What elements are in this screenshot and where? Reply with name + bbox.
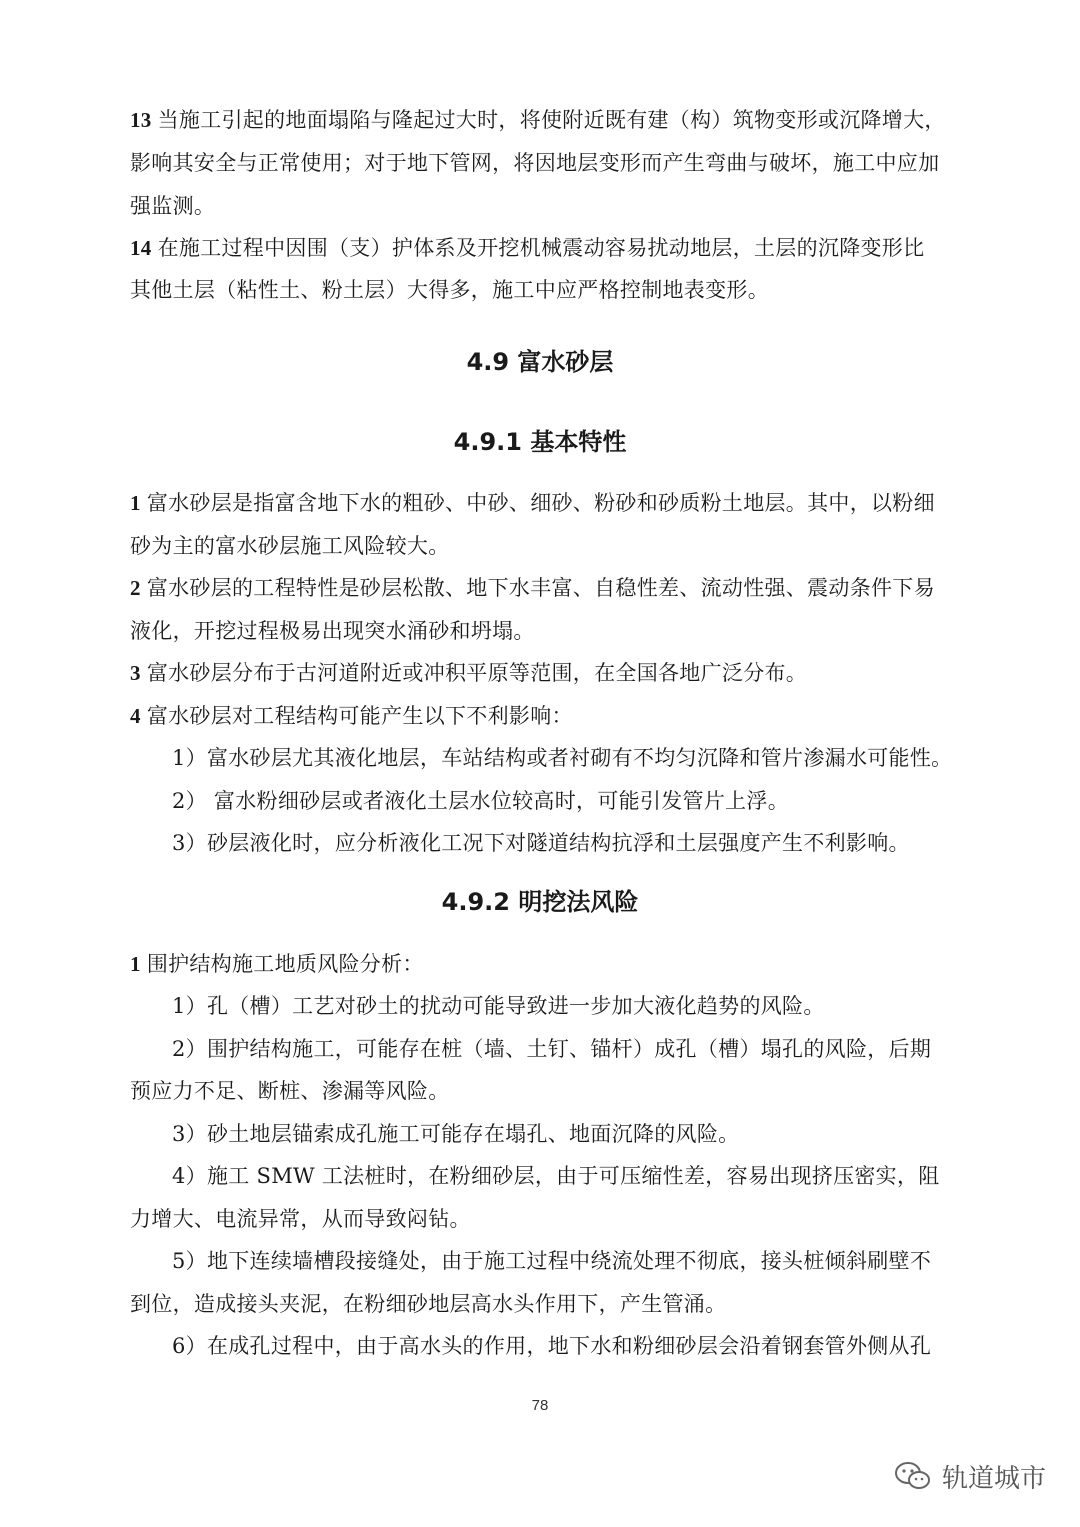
paragraph-line: 1 围护结构施工地质风险分析： — [130, 952, 424, 976]
paragraph-line: 4 富水砂层对工程结构可能产生以下不利影响： — [130, 704, 573, 728]
list-item: 3）砂层液化时，应分析液化工况下对隧道结构抗浮和土层强度产生不利影响。 — [172, 831, 910, 855]
paragraph-line: 影响其安全与正常使用；对于地下管网，将因地层变形而产生弯曲与破坏，施工中应加 — [130, 151, 940, 175]
list-item: 6）在成孔过程中，由于高水头的作用，地下水和粉细砂层会沿着钢套管外侧从孔 — [172, 1334, 932, 1358]
list-item: 1）富水砂层尤其液化地层，车站结构或者衬砌有不均匀沉降和管片渗漏水可能性。 — [172, 746, 953, 770]
list-item: 2） 富水粉细砂层或者液化土层水位较高时，可能引发管片上浮。 — [172, 789, 790, 813]
paragraph-line: 其他土层（粘性土、粉土层）大得多，施工中应严格控制地表变形。 — [130, 278, 769, 302]
paragraph-line: 14 在施工过程中因围（支）护体系及开挖机械震动容易扰动地层，土层的沉降变形比 — [130, 236, 925, 260]
subsection-heading-basic-characteristics: 4.9.1 基本特性 — [453, 428, 627, 456]
paragraph-line: 预应力不足、断桩、渗漏等风险。 — [130, 1079, 450, 1103]
list-item: 5）地下连续墙槽段接缝处，由于施工过程中绕流处理不彻底，接头桩倾斜刷壁不 — [172, 1249, 932, 1273]
subsection-heading-open-cut-risk: 4.9.2 明挖法风险 — [441, 888, 639, 916]
paragraph-line: 13 当施工引起的地面塌陷与隆起过大时，将使附近既有建（构）筑物变形或沉降增大， — [130, 108, 946, 132]
paragraph-line: 砂为主的富水砂层施工风险较大。 — [130, 534, 450, 558]
paragraph-line: 3 富水砂层分布于古河道附近或冲积平原等范围，在全国各地广泛分布。 — [130, 661, 808, 685]
paragraph-line: 强监测。 — [130, 194, 216, 218]
list-item: 2）围护结构施工，可能存在桩（墙、土钉、锚杆）成孔（槽）塌孔的风险，后期 — [172, 1037, 932, 1061]
list-item: 4）施工 SMW 工法桩时，在粉细砂层，由于可压缩性差，容易出现挤压密实，阻 — [172, 1164, 940, 1188]
paragraph-line: 到位，造成接头夹泥，在粉细砂地层高水头作用下，产生管涌。 — [130, 1292, 727, 1316]
wechat-icon — [894, 1461, 932, 1493]
section-heading: 4.9 富水砂层 — [466, 348, 614, 376]
paragraph-line: 1 富水砂层是指富含地下水的粗砂、中砂、细砂、粉砂和砂质粉土地层。其中，以粉细 — [130, 491, 935, 515]
paragraph-line: 液化，开挖过程极易出现突水涌砂和坍塌。 — [130, 619, 535, 643]
paragraph-line: 力增大、电流异常，从而导致闷钻。 — [130, 1207, 471, 1231]
watermark — [894, 1458, 1046, 1495]
watermark-text: 轨道城市 — [941, 1464, 1046, 1494]
paragraph-line: 2 富水砂层的工程特性是砂层松散、地下水丰富、自稳性差、流动性强、震动条件下易 — [130, 576, 935, 600]
list-item: 1）孔（槽）工艺对砂土的扰动可能导致进一步加大液化趋势的风险。 — [172, 994, 825, 1018]
list-item: 3）砂土地层锚索成孔施工可能存在塌孔、地面沉降的风险。 — [172, 1122, 740, 1146]
page-number: 78 — [531, 1397, 549, 1414]
